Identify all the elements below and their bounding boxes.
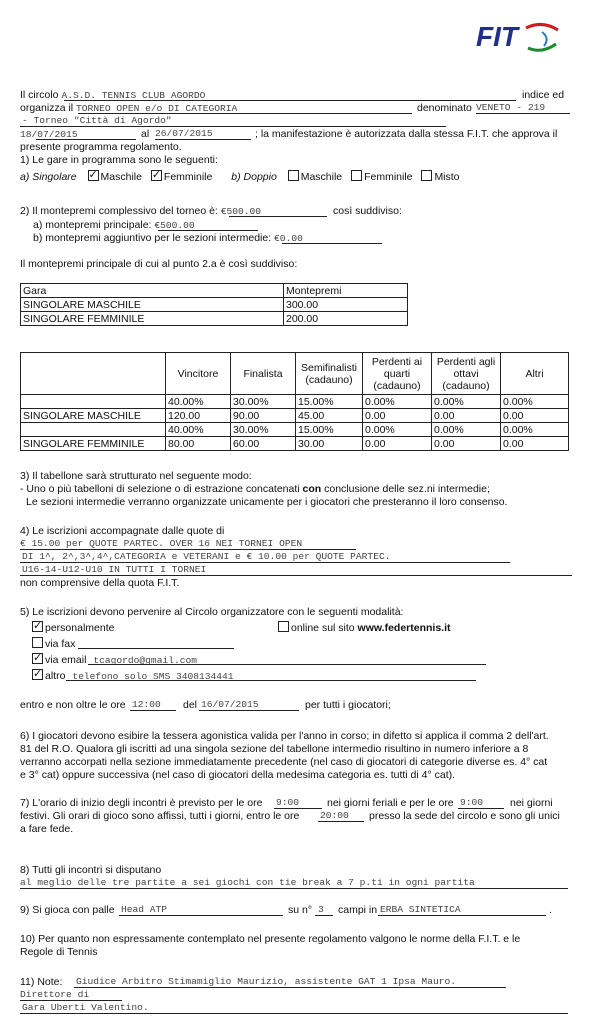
table-cell: 300.00 — [284, 298, 408, 312]
table-row — [21, 437, 569, 451]
table-header: Finalista — [231, 353, 296, 395]
label: Maschile — [300, 171, 343, 183]
label: nei giorni feriali e per le ore — [327, 797, 454, 809]
quota-line-2: DI 1^, 2^,3^,4^,CATEGORIA e VETERANI e € 10.00 per QUOTE PARTEC. — [22, 551, 391, 562]
date-to-underline — [155, 139, 251, 140]
personalmente-option — [32, 621, 114, 634]
orario-entro-value: 20:00 — [320, 810, 349, 821]
table-header: Perdenti agli ottavi (cadauno) — [432, 353, 501, 395]
label: Misto — [434, 171, 460, 183]
s2-line — [20, 205, 261, 217]
montepremi-total-value: €500.00 — [220, 206, 262, 217]
label: online sul sito — [291, 622, 355, 634]
label: nei giorni — [510, 797, 553, 809]
label: Maschile — [100, 171, 142, 183]
label: 9) Si gioca con palle — [20, 904, 115, 916]
fit-logo — [476, 18, 560, 54]
torneo-value: TORNEO OPEN e/o DI CATEGORIA — [76, 103, 238, 114]
s1-options — [20, 170, 460, 183]
label: ; la manifestazione è autorizzata dalla stessa F.I.T. che approva il — [255, 128, 558, 140]
table-row — [21, 423, 569, 437]
ore-underline — [130, 710, 176, 711]
s10-line-1: 10) Per quanto non espressamente contemplato nel presente regolamento valgono le norme della F.I.T. e le — [20, 933, 521, 945]
table-header: Montepremi — [284, 284, 408, 298]
label: campi in — [338, 904, 378, 916]
entro-underline — [318, 821, 364, 822]
quota-underline — [20, 562, 510, 563]
personalmente-checkbox[interactable] — [32, 621, 43, 632]
label: Il circolo — [20, 89, 59, 101]
table-cell: 60.00 — [231, 437, 296, 451]
label: al — [141, 128, 150, 140]
label: presente programma regolamento. — [20, 141, 182, 153]
table-cell: 200.00 — [284, 312, 408, 326]
online-option — [278, 621, 451, 634]
s8-title: 8) Tutti gli incontri si disputano — [20, 864, 162, 876]
s5-title: 5) Le iscrizioni devono pervenire al Circolo organizzatore con le seguenti modalità: — [20, 606, 404, 618]
aggiuntivo-underline — [282, 243, 382, 244]
altro-checkbox[interactable] — [32, 669, 43, 680]
label: presso la sede del circolo e sono gli unici — [369, 810, 560, 822]
table-cell: 0.00 — [432, 437, 501, 451]
regione-underline — [476, 113, 570, 114]
label: denominato — [417, 102, 472, 114]
singolare-femminile-checkbox[interactable] — [151, 170, 162, 181]
doppio-femminile-checkbox[interactable] — [351, 170, 362, 181]
table-cell: 0.00 — [501, 437, 569, 451]
table-row — [21, 312, 408, 326]
formula-value: al meglio delle tre partite a sei giochi con tie break a 7 p.ti in ogni partita — [20, 877, 475, 888]
entro-ore-value: 12:00 — [132, 699, 161, 710]
fax-checkbox[interactable] — [32, 637, 43, 648]
ripartizione-table — [20, 352, 569, 451]
s1-title: 1) Le gare in programma sono le seguenti: — [20, 154, 218, 166]
table-cell: 30.00 — [296, 437, 363, 451]
formula-underline — [20, 888, 568, 889]
total-underline — [229, 216, 327, 217]
montepremi-table — [20, 283, 408, 326]
circolo-underline — [64, 100, 516, 101]
data-underline — [199, 710, 299, 711]
table-header: Semifinalisti (cadauno) — [296, 353, 363, 395]
quota-line-1: € 15.00 per QUOTE PARTEC. OVER 16 NEI TORNEI OPEN — [20, 538, 303, 549]
festivi-underline — [458, 808, 504, 809]
entro-data-value: 16/07/2015 — [201, 699, 259, 710]
singolare-maschile-checkbox[interactable] — [88, 170, 99, 181]
table-cell: 0.00% — [501, 423, 569, 437]
singolare-label: a) Singolare — [20, 171, 77, 183]
label: 2) Il montepremi complessivo del torneo è: — [20, 205, 218, 217]
table-cell: 0.00 — [432, 409, 501, 423]
label: su n° — [288, 904, 313, 916]
table-cell: 0.00 — [363, 409, 432, 423]
s3-line-1 — [20, 483, 490, 495]
table-cell: 90.00 — [231, 409, 296, 423]
table-cell: 0.00% — [432, 395, 501, 409]
doppio-misto-checkbox[interactable] — [421, 170, 432, 181]
label: personalmente — [45, 622, 115, 634]
note-underline — [20, 1013, 568, 1014]
note-label: 11) Note: — [20, 976, 63, 988]
label: conclusione delle sez.ni intermedie; — [324, 483, 490, 495]
label: festivi. Gli orari di gioco sono affissi, tutti i giorni, entro le ore — [20, 810, 300, 822]
palle-value: Head ATP — [121, 904, 168, 915]
table-cell: SINGOLARE MASCHILE — [21, 298, 284, 312]
orario-feriali-value: 9:00 — [276, 797, 300, 808]
table-row — [21, 409, 569, 423]
label: 7) L'orario di inizio degli incontri è previsto per le ore — [20, 797, 263, 809]
feriali-underline — [274, 808, 322, 809]
table-header: Gara — [21, 284, 284, 298]
superficie-value: ERBA SINTETICA — [380, 904, 461, 915]
table-header: Perdenti ai quarti (cadauno) — [363, 353, 432, 395]
date-from-underline — [36, 139, 136, 140]
table-header: Altri — [501, 353, 569, 395]
s6-line-4: e 3° cat) oppure successiva (nel caso di giocatori della medesima categoria es. tutti di 4° cat). — [20, 769, 456, 781]
label: via email — [45, 654, 87, 666]
montepremi-principale-value: €500.00 — [154, 220, 195, 231]
label: indice ed — [522, 89, 565, 101]
torneo-underline — [78, 113, 412, 114]
email-underline — [88, 664, 486, 665]
principale-underline — [158, 230, 258, 231]
table-cell — [21, 423, 166, 437]
label: per tutti i giocatori; — [305, 699, 391, 711]
circolo-value: A.S.D. TENNIS CLUB AGORDO — [61, 90, 206, 101]
table-row — [21, 395, 569, 409]
orario-festivi-value: 9:00 — [460, 797, 484, 808]
campi-number-value: 3 — [318, 904, 324, 915]
table-header-empty — [21, 353, 166, 395]
table-cell: 0.00% — [501, 395, 569, 409]
label: organizza il — [20, 102, 74, 114]
table-cell: 30.00% — [231, 423, 296, 437]
label: b) montepremi aggiuntivo per le sezioni intermedie: — [33, 232, 272, 244]
s4-post: non comprensive della quota F.I.T. — [20, 577, 180, 589]
s4-title: 4) Le iscrizioni accompagnate dalle quote di — [20, 525, 225, 537]
label-bold: con — [302, 483, 322, 495]
s2-b — [33, 232, 303, 244]
torneo-name-value: - Torneo "Città di Agordo" — [22, 115, 172, 126]
s2-note: Il montepremi principale di cui al punto 2.a è così suddiviso: — [20, 258, 298, 270]
table-header: Vincitore — [166, 353, 231, 395]
s6-line-3: verranno accorpati nella sezione immediatamente precedente (nel caso di giocatori di categorie diverse es. 4° cat — [20, 756, 548, 768]
table-cell: 40.00% — [166, 423, 231, 437]
s3-line-2: Le sezioni intermedie verranno organizzate unicamente per i giocatori che presteranno il loro consenso. — [26, 496, 508, 508]
table-cell: 0.00% — [363, 423, 432, 437]
n-underline — [315, 915, 333, 916]
note-underline — [20, 1000, 122, 1001]
table-cell: SINGOLARE FEMMINILE — [21, 437, 166, 451]
table-cell: 15.00% — [296, 423, 363, 437]
label: a fare fede. — [20, 823, 74, 835]
altro-value: telefono solo SMS 3408134441 — [72, 671, 234, 682]
regione-value: VENETO - 219 — [476, 102, 546, 113]
altro-underline — [66, 680, 476, 681]
table-cell: 120.00 — [166, 409, 231, 423]
torneo-name-underline — [20, 126, 446, 127]
online-checkbox[interactable] — [278, 621, 289, 632]
note-line-3: Gara Uberti Valentino. — [22, 1002, 149, 1013]
quota-underline — [20, 549, 356, 550]
table-cell: 0.00% — [432, 423, 501, 437]
campi-underline — [378, 915, 546, 916]
doppio-maschile-checkbox[interactable] — [288, 170, 299, 181]
table-cell: 15.00% — [296, 395, 363, 409]
note-line-2: Direttore di — [20, 989, 90, 1000]
s6-line-1: 6) I giocatori devono esibire la tessera agonistica valida per l'anno in corso; in difetto si applica il comma 2 dell'art. — [20, 730, 549, 742]
email-value: tcagordo@gmail.com — [93, 655, 197, 666]
label: entro e non oltre le ore — [20, 699, 126, 711]
table-cell: 0.00% — [363, 395, 432, 409]
label: altro — [45, 670, 66, 682]
palle-underline — [119, 915, 283, 916]
label: Femminile — [364, 171, 413, 183]
s6-line-2: 81 del R.O. Qualora gli iscritti ad una singola sezione del tabellone intermedio risultino in numero inferiore a 8 — [20, 743, 529, 755]
table-cell: 30.00% — [231, 395, 296, 409]
label: Femminile — [163, 171, 213, 183]
s10-line-2: Regole di Tennis — [20, 946, 98, 958]
quota-underline — [20, 575, 572, 576]
date-to-value: 26/07/2015 — [155, 128, 213, 139]
label: così suddiviso: — [333, 205, 402, 217]
table-cell: SINGOLARE MASCHILE — [21, 409, 166, 423]
table-cell — [21, 395, 166, 409]
table-cell: 40.00% — [166, 395, 231, 409]
table-cell: 45.00 — [296, 409, 363, 423]
table-cell: 0.00 — [363, 437, 432, 451]
label: . — [549, 904, 552, 916]
note-underline — [74, 987, 506, 988]
table-cell: 80.00 — [166, 437, 231, 451]
table-row — [21, 298, 408, 312]
logo-text: FIT — [476, 21, 518, 52]
quota-line-3: U16-14-U12-U10 IN TUTTI I TORNEI — [22, 564, 207, 575]
label: - Uno o più tabelloni di selezione o di estrazione concatenati — [20, 483, 300, 495]
date-from-value: 18/07/2015 — [20, 129, 78, 140]
label: via fax — [45, 638, 76, 650]
montepremi-aggiuntivo-value: €0.00 — [274, 233, 303, 244]
table-cell: 0.00 — [501, 409, 569, 423]
note-line-1: Giudice Arbitro Stimamiglio Maurizio, assistente GAT 1 Ipsa Mauro. — [76, 976, 456, 987]
fax-underline — [78, 648, 234, 649]
label: a) montepremi principale: — [33, 219, 152, 231]
email-checkbox[interactable] — [32, 653, 43, 664]
label: del — [183, 699, 198, 711]
table-cell: SINGOLARE FEMMINILE — [21, 312, 284, 326]
online-site-link[interactable]: www.federtennis.it — [357, 622, 451, 634]
doppio-label: b) Doppio — [231, 171, 277, 183]
s3-title: 3) Il tabellone sarà strutturato nel seguente modo: — [20, 470, 252, 482]
fax-option — [32, 637, 75, 650]
